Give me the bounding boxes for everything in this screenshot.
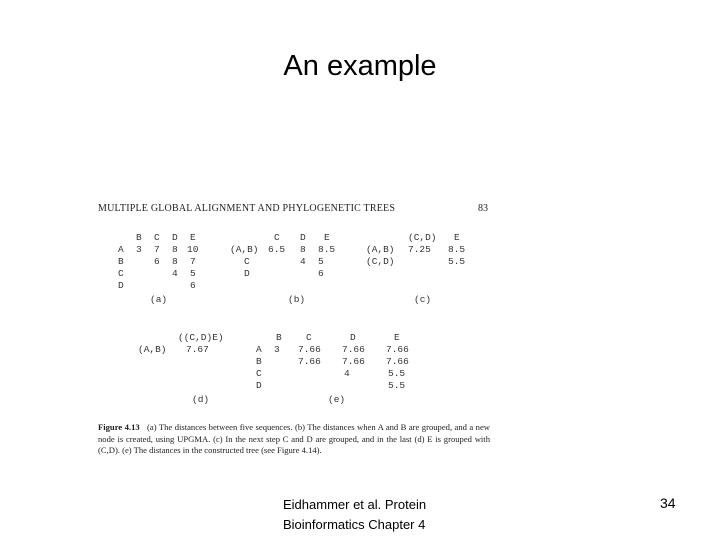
slide-title: An example bbox=[283, 50, 437, 82]
table-d-cell: 7.67 bbox=[186, 344, 209, 355]
table-e-column-header: B bbox=[276, 332, 282, 343]
table-d-sublabel: (d) bbox=[192, 394, 210, 405]
table-e-cell: 3 bbox=[274, 344, 280, 355]
table-a-row-label: D bbox=[118, 280, 124, 291]
table-b-row-label: C bbox=[244, 256, 250, 267]
footer-citation-line: Eidhammer et al. Protein bbox=[283, 497, 427, 512]
figure-caption bbox=[98, 422, 490, 457]
figure-caption-text: (a) The distances between five sequences. (b) The distances when A and B are grouped, and a new node is created, using UPGMA. (c) In the next step C and D are grouped, and in the last (d) E is grouped with (C,D). (e) The distances in the constructed tree (see Figure 4.14). bbox=[98, 422, 491, 456]
table-e-cell: 7.66 bbox=[342, 344, 365, 355]
table-c-sublabel: (c) bbox=[414, 294, 432, 305]
table-a-cell: 7 bbox=[190, 256, 196, 267]
table-e-row-label: D bbox=[256, 380, 262, 391]
table-a-column-header: D bbox=[172, 232, 178, 243]
table-c-column-header: (C,D) bbox=[408, 232, 437, 243]
table-e-cell: 7.66 bbox=[298, 344, 321, 355]
table-b-column-header: C bbox=[274, 232, 280, 243]
table-d-column-header: ((C,D)E) bbox=[178, 332, 224, 343]
table-e-sublabel: (e) bbox=[328, 394, 346, 405]
textbook-figure bbox=[98, 203, 493, 483]
table-b-column-header: E bbox=[324, 232, 330, 243]
table-a-cell: 6 bbox=[154, 256, 160, 267]
table-e-column-header: D bbox=[350, 332, 356, 343]
slide-page-number: 34 bbox=[660, 495, 676, 511]
table-c-cell: 8.5 bbox=[448, 244, 466, 255]
table-c-column-header: E bbox=[454, 232, 460, 243]
book-running-header: MULTIPLE GLOBAL ALIGNMENT AND PHYLOGENETIC TREES bbox=[98, 203, 396, 214]
table-e-column-header: C bbox=[306, 332, 312, 343]
table-e-row-label: A bbox=[256, 344, 262, 355]
table-c-cell: 7.25 bbox=[408, 244, 431, 255]
table-b-cell: 5 bbox=[318, 256, 324, 267]
table-a-cell: 7 bbox=[154, 244, 160, 255]
footer-citation-line: Bioinformatics Chapter 4 bbox=[283, 517, 426, 532]
table-a-cell: 10 bbox=[187, 244, 199, 255]
table-b-cell: 8.5 bbox=[318, 244, 336, 255]
table-a-sublabel: (a) bbox=[150, 294, 168, 305]
table-a-row-label: B bbox=[118, 256, 124, 267]
table-b-cell: 8 bbox=[300, 244, 306, 255]
table-e-column-header: E bbox=[394, 332, 400, 343]
table-e-cell: 7.66 bbox=[298, 356, 321, 367]
table-b-cell: 6.5 bbox=[268, 244, 286, 255]
table-e-cell: 4 bbox=[344, 368, 350, 379]
table-a-cell: 8 bbox=[172, 256, 178, 267]
table-a-row-label: C bbox=[118, 268, 124, 279]
table-e-cell: 5.5 bbox=[388, 380, 406, 391]
table-e-row-label: C bbox=[256, 368, 262, 379]
table-a-cell: 6 bbox=[190, 280, 196, 291]
table-b-sublabel: (b) bbox=[288, 294, 306, 305]
table-e-cell: 7.66 bbox=[386, 344, 409, 355]
table-a-cell: 8 bbox=[172, 244, 178, 255]
table-b-cell: 4 bbox=[300, 256, 306, 267]
table-e-row-label: B bbox=[256, 356, 262, 367]
table-a-column-header: E bbox=[190, 232, 196, 243]
table-a-cell: 5 bbox=[190, 268, 196, 279]
table-c-cell: 5.5 bbox=[448, 256, 466, 267]
table-e-cell: 7.66 bbox=[342, 356, 365, 367]
table-b-row-label: D bbox=[244, 268, 250, 279]
table-b-cell: 6 bbox=[318, 268, 324, 279]
table-a-cell: 4 bbox=[172, 268, 178, 279]
table-d-row-label: (A,B) bbox=[138, 344, 167, 355]
table-a-row-label: A bbox=[118, 244, 124, 255]
book-page-number: 83 bbox=[478, 203, 488, 214]
table-c-row-label: (C,D) bbox=[366, 256, 395, 267]
table-b-row-label: (A,B) bbox=[230, 244, 259, 255]
table-a-cell: 3 bbox=[136, 244, 142, 255]
table-a-column-header: C bbox=[154, 232, 160, 243]
table-e-cell: 5.5 bbox=[388, 368, 406, 379]
table-e-cell: 7.66 bbox=[386, 356, 409, 367]
table-a-column-header: B bbox=[136, 232, 142, 243]
footer-citation bbox=[283, 495, 426, 535]
table-b-column-header: D bbox=[300, 232, 306, 243]
figure-caption-label: Figure 4.13 bbox=[98, 422, 140, 432]
table-c-row-label: (A,B) bbox=[366, 244, 395, 255]
